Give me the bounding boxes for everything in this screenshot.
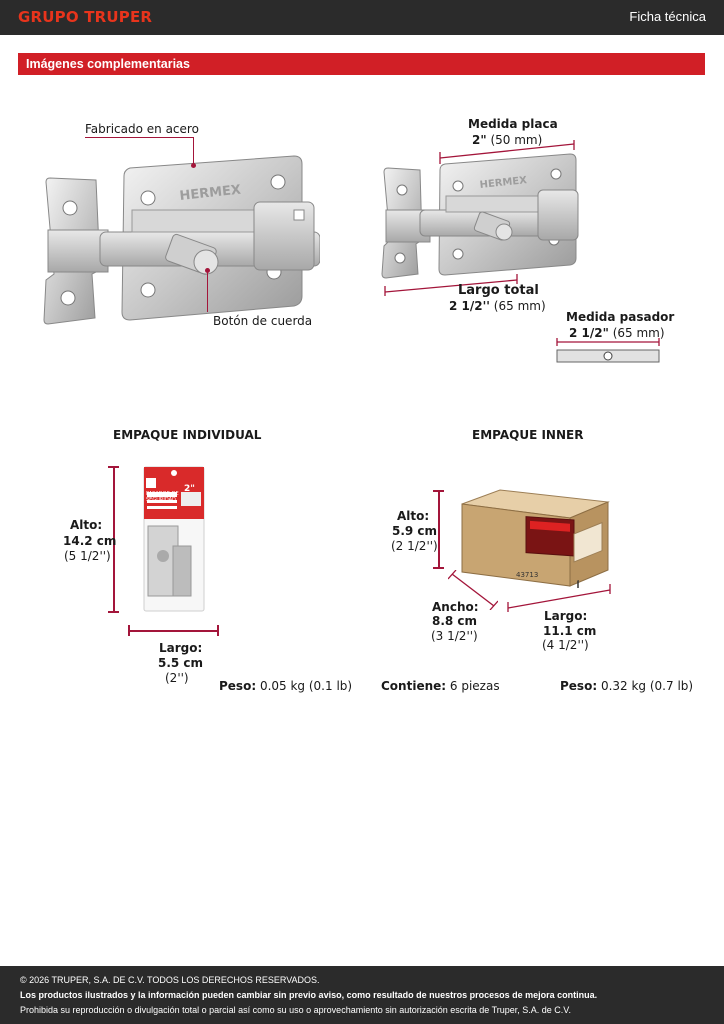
brand-logo: GRUPO TRUPER bbox=[18, 8, 153, 26]
inner-alto-label: Alto: bbox=[397, 509, 430, 523]
inner-contiene-value: 6 piezas bbox=[449, 679, 500, 693]
footer bbox=[0, 966, 724, 1024]
inner-largo-in: (4 1/2'') bbox=[542, 638, 589, 652]
inner-ancho-label: Ancho: bbox=[432, 600, 479, 614]
material-label: Fabricado en acero bbox=[85, 122, 199, 136]
inner-largo-label: Largo: bbox=[544, 609, 588, 623]
hermex-logo-small: HERMEX bbox=[479, 175, 528, 191]
inner-height-cap-top bbox=[433, 490, 444, 492]
individual-peso-label: Peso: bbox=[219, 679, 257, 693]
individual-alto-label: Alto: bbox=[70, 518, 103, 532]
inner-ancho-in: (3 1/2'') bbox=[431, 629, 478, 643]
inner-box-code: 43713 bbox=[516, 571, 539, 579]
inner-weight bbox=[560, 679, 693, 694]
plate-title: Medida placa bbox=[468, 117, 558, 131]
pack-name: PASADOR DE SEGURIDAD bbox=[146, 491, 179, 503]
inner-length-line bbox=[504, 584, 614, 612]
latch-illustration-large bbox=[40, 150, 320, 330]
footer-notice: Los productos ilustrados y la información pueden cambiar sin previo aviso, como resultado de nuestros procesos de mejora continua. bbox=[20, 990, 598, 1000]
individual-peso-value: 0.05 kg (0.1 lb) bbox=[259, 679, 353, 693]
material-leader-v bbox=[193, 137, 194, 165]
hermex-logo: HERMEX bbox=[178, 182, 242, 204]
individual-weight bbox=[219, 679, 352, 694]
material-leader-dot bbox=[191, 163, 196, 168]
pin-value: 2 1/2" bbox=[569, 326, 609, 340]
blister-pack bbox=[143, 466, 205, 612]
footer-copyright: © 2026 TRUPER, S.A. DE C.V. TODOS LOS DERECHOS RESERVADOS. bbox=[20, 975, 320, 985]
material-leader-h bbox=[85, 137, 193, 138]
total-value: 2 1/2'' bbox=[449, 299, 490, 313]
pack-size: 2" bbox=[184, 484, 195, 494]
inner-contiene-label: Contiene: bbox=[381, 679, 447, 693]
inner-contents bbox=[381, 679, 500, 694]
individual-alto-in: (5 1/2'') bbox=[64, 549, 111, 563]
inner-height-line bbox=[438, 490, 440, 568]
inner-largo-cm: 11.1 cm bbox=[543, 624, 597, 638]
total-title: Largo total bbox=[458, 283, 539, 298]
individual-largo-in: (2'') bbox=[165, 671, 189, 685]
individual-largo-label: Largo: bbox=[159, 641, 203, 655]
individual-width-cap-right bbox=[217, 625, 219, 636]
button-leader-v bbox=[207, 270, 208, 312]
inner-title: EMPAQUE INNER bbox=[472, 428, 584, 442]
inner-peso-value: 0.32 kg (0.7 lb) bbox=[600, 679, 694, 693]
individual-largo-cm: 5.5 cm bbox=[158, 656, 204, 670]
total-mm: (65 mm) bbox=[493, 299, 546, 313]
button-leader-dot bbox=[205, 268, 210, 273]
individual-width-line bbox=[128, 630, 218, 632]
total-dimension bbox=[449, 299, 546, 314]
individual-height-cap-bottom bbox=[108, 611, 119, 613]
button-label: Botón de cuerda bbox=[213, 314, 313, 328]
plate-value: 2" bbox=[472, 133, 487, 147]
inner-ancho-cm: 8.8 cm bbox=[432, 614, 478, 628]
pin-illustration bbox=[554, 338, 662, 366]
inner-alto-in: (2 1/2'') bbox=[391, 539, 438, 553]
section-header bbox=[18, 53, 705, 75]
pack-qty: 10 bbox=[146, 471, 156, 479]
individual-title: EMPAQUE INDIVIDUAL bbox=[113, 428, 262, 442]
individual-alto-cm: 14.2 cm bbox=[63, 534, 117, 548]
latch-illustration-small bbox=[380, 150, 580, 282]
pin-title: Medida pasador bbox=[566, 310, 675, 324]
plate-mm: (50 mm) bbox=[490, 133, 543, 147]
inner-height-cap-bottom bbox=[433, 567, 444, 569]
section-title: Imágenes complementarias bbox=[26, 57, 190, 71]
document-type: Ficha técnica bbox=[629, 9, 706, 24]
top-bar bbox=[0, 0, 724, 35]
individual-width-cap-left bbox=[128, 625, 130, 636]
inner-alto-cm: 5.9 cm bbox=[392, 524, 438, 538]
footer-prohibition: Prohibida su reproducción o divulgación total o parcial así como su uso o aprovechamiento sin autorización escrita de Truper, S.A. de C.V. bbox=[20, 1005, 571, 1015]
individual-height-cap-top bbox=[108, 466, 119, 468]
pin-mm: (65 mm) bbox=[612, 326, 665, 340]
inner-peso-label: Peso: bbox=[560, 679, 598, 693]
